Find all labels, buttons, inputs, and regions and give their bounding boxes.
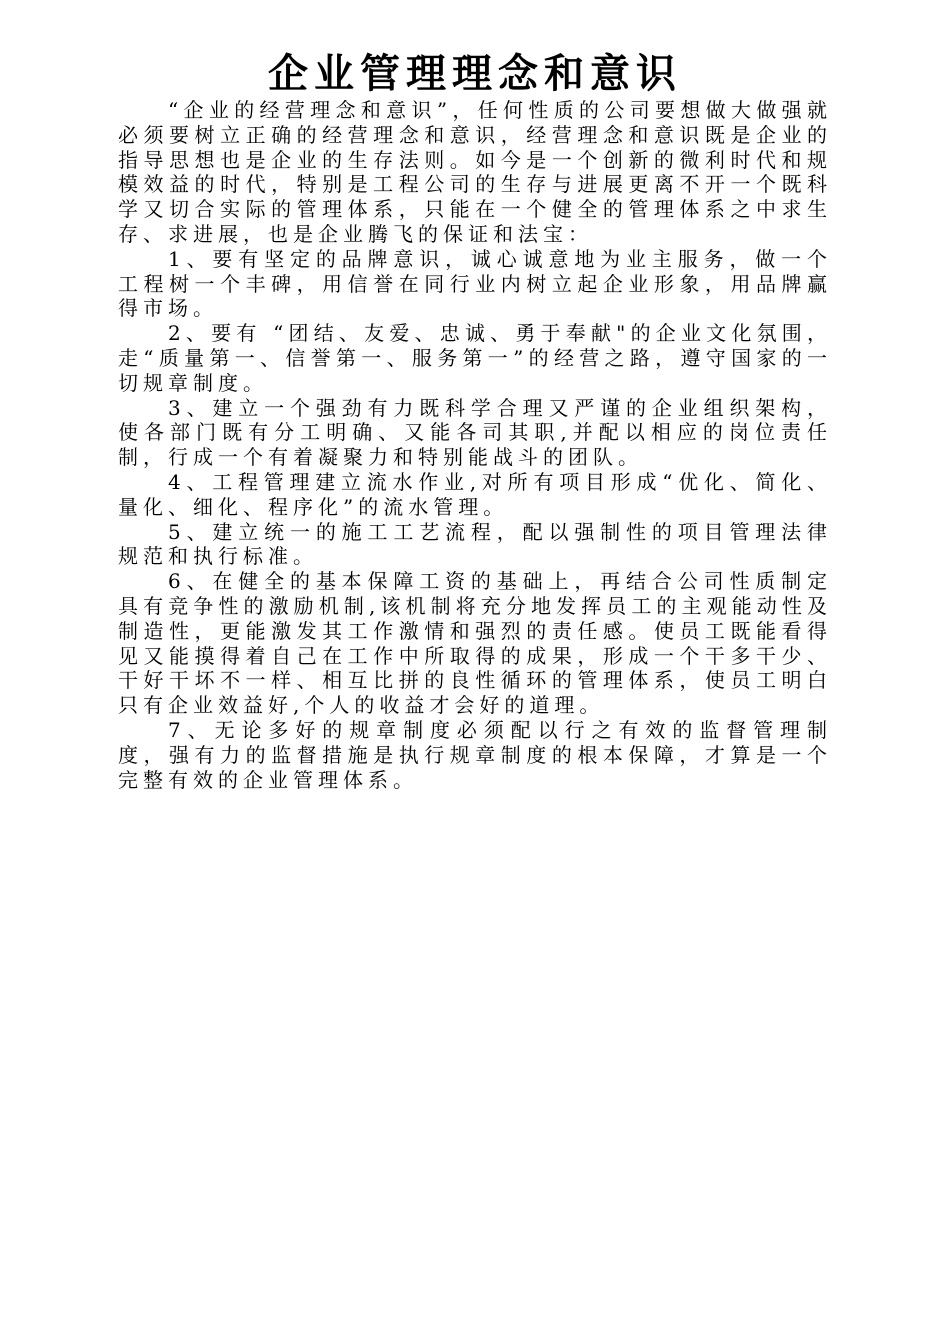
- document-body: [118, 98, 832, 792]
- point-2-paragraph: 2、要有 “团结、友爱、忠诚、勇于奉献"的企业文化氛围，走“质量第一、信誉第一、服务第一”的经营之路，遵守国家的一切规章制度。: [118, 321, 832, 395]
- point-3-paragraph: 3、建立一个强劲有力既科学合理又严谨的企业组织架构，使各部门既有分工明确、又能各司其职,并配以相应的岗位责任制，行成一个有着凝聚力和特别能战斗的团队。: [118, 395, 832, 470]
- point-1-paragraph: 1、要有坚定的品牌意识，诚心诚意地为业主服务，做一个工程树一个丰碑，用信誉在同行业内树立起企业形象，用品牌赢得市场。: [118, 246, 832, 321]
- point-5-paragraph: 5、建立统一的施工工艺流程，配以强制性的项目管理法律规范和执行标准。: [118, 519, 832, 569]
- point-4-paragraph: 4、工程管理建立流水作业,对所有项目形成“优化、简化、量化、细化、程序化”的流水管理。: [118, 469, 832, 519]
- intro-paragraph: “企业的经营理念和意识”，任何性质的公司要想做大做强就必须要树立正确的经营理念和意识，经营理念和意识既是企业的指导思想也是企业的生存法则。如今是一个创新的微利时代和规模效益的时代，特别是工程公司的生存与进展更离不开一个既科学又切合实际的管理体系，只能在一个健全的管理体系之中求生存、求进展，也是企业腾飞的保证和法宝：: [118, 98, 832, 246]
- document-title: 企业管理理念和意识: [268, 50, 682, 97]
- point-7-paragraph: 7、无论多好的规章制度必须配以行之有效的监督管理制度，强有力的监督措施是执行规章制度的根本保障，才算是一个完整有效的企业管理体系。: [118, 717, 832, 792]
- point-6-paragraph: 6、在健全的基本保障工资的基础上，再结合公司性质制定具有竞争性的激励机制,该机制将充分地发挥员工的主观能动性及制造性，更能激发其工作激情和强烈的责任感。使员工既能看得见又能摸得着自己在工作中所取得的成果，形成一个干多干少、干好干坏不一样、相互比拼的良性循环的管理体系，使员工明白只有企业效益好,个人的收益才会好的道理。: [118, 569, 832, 718]
